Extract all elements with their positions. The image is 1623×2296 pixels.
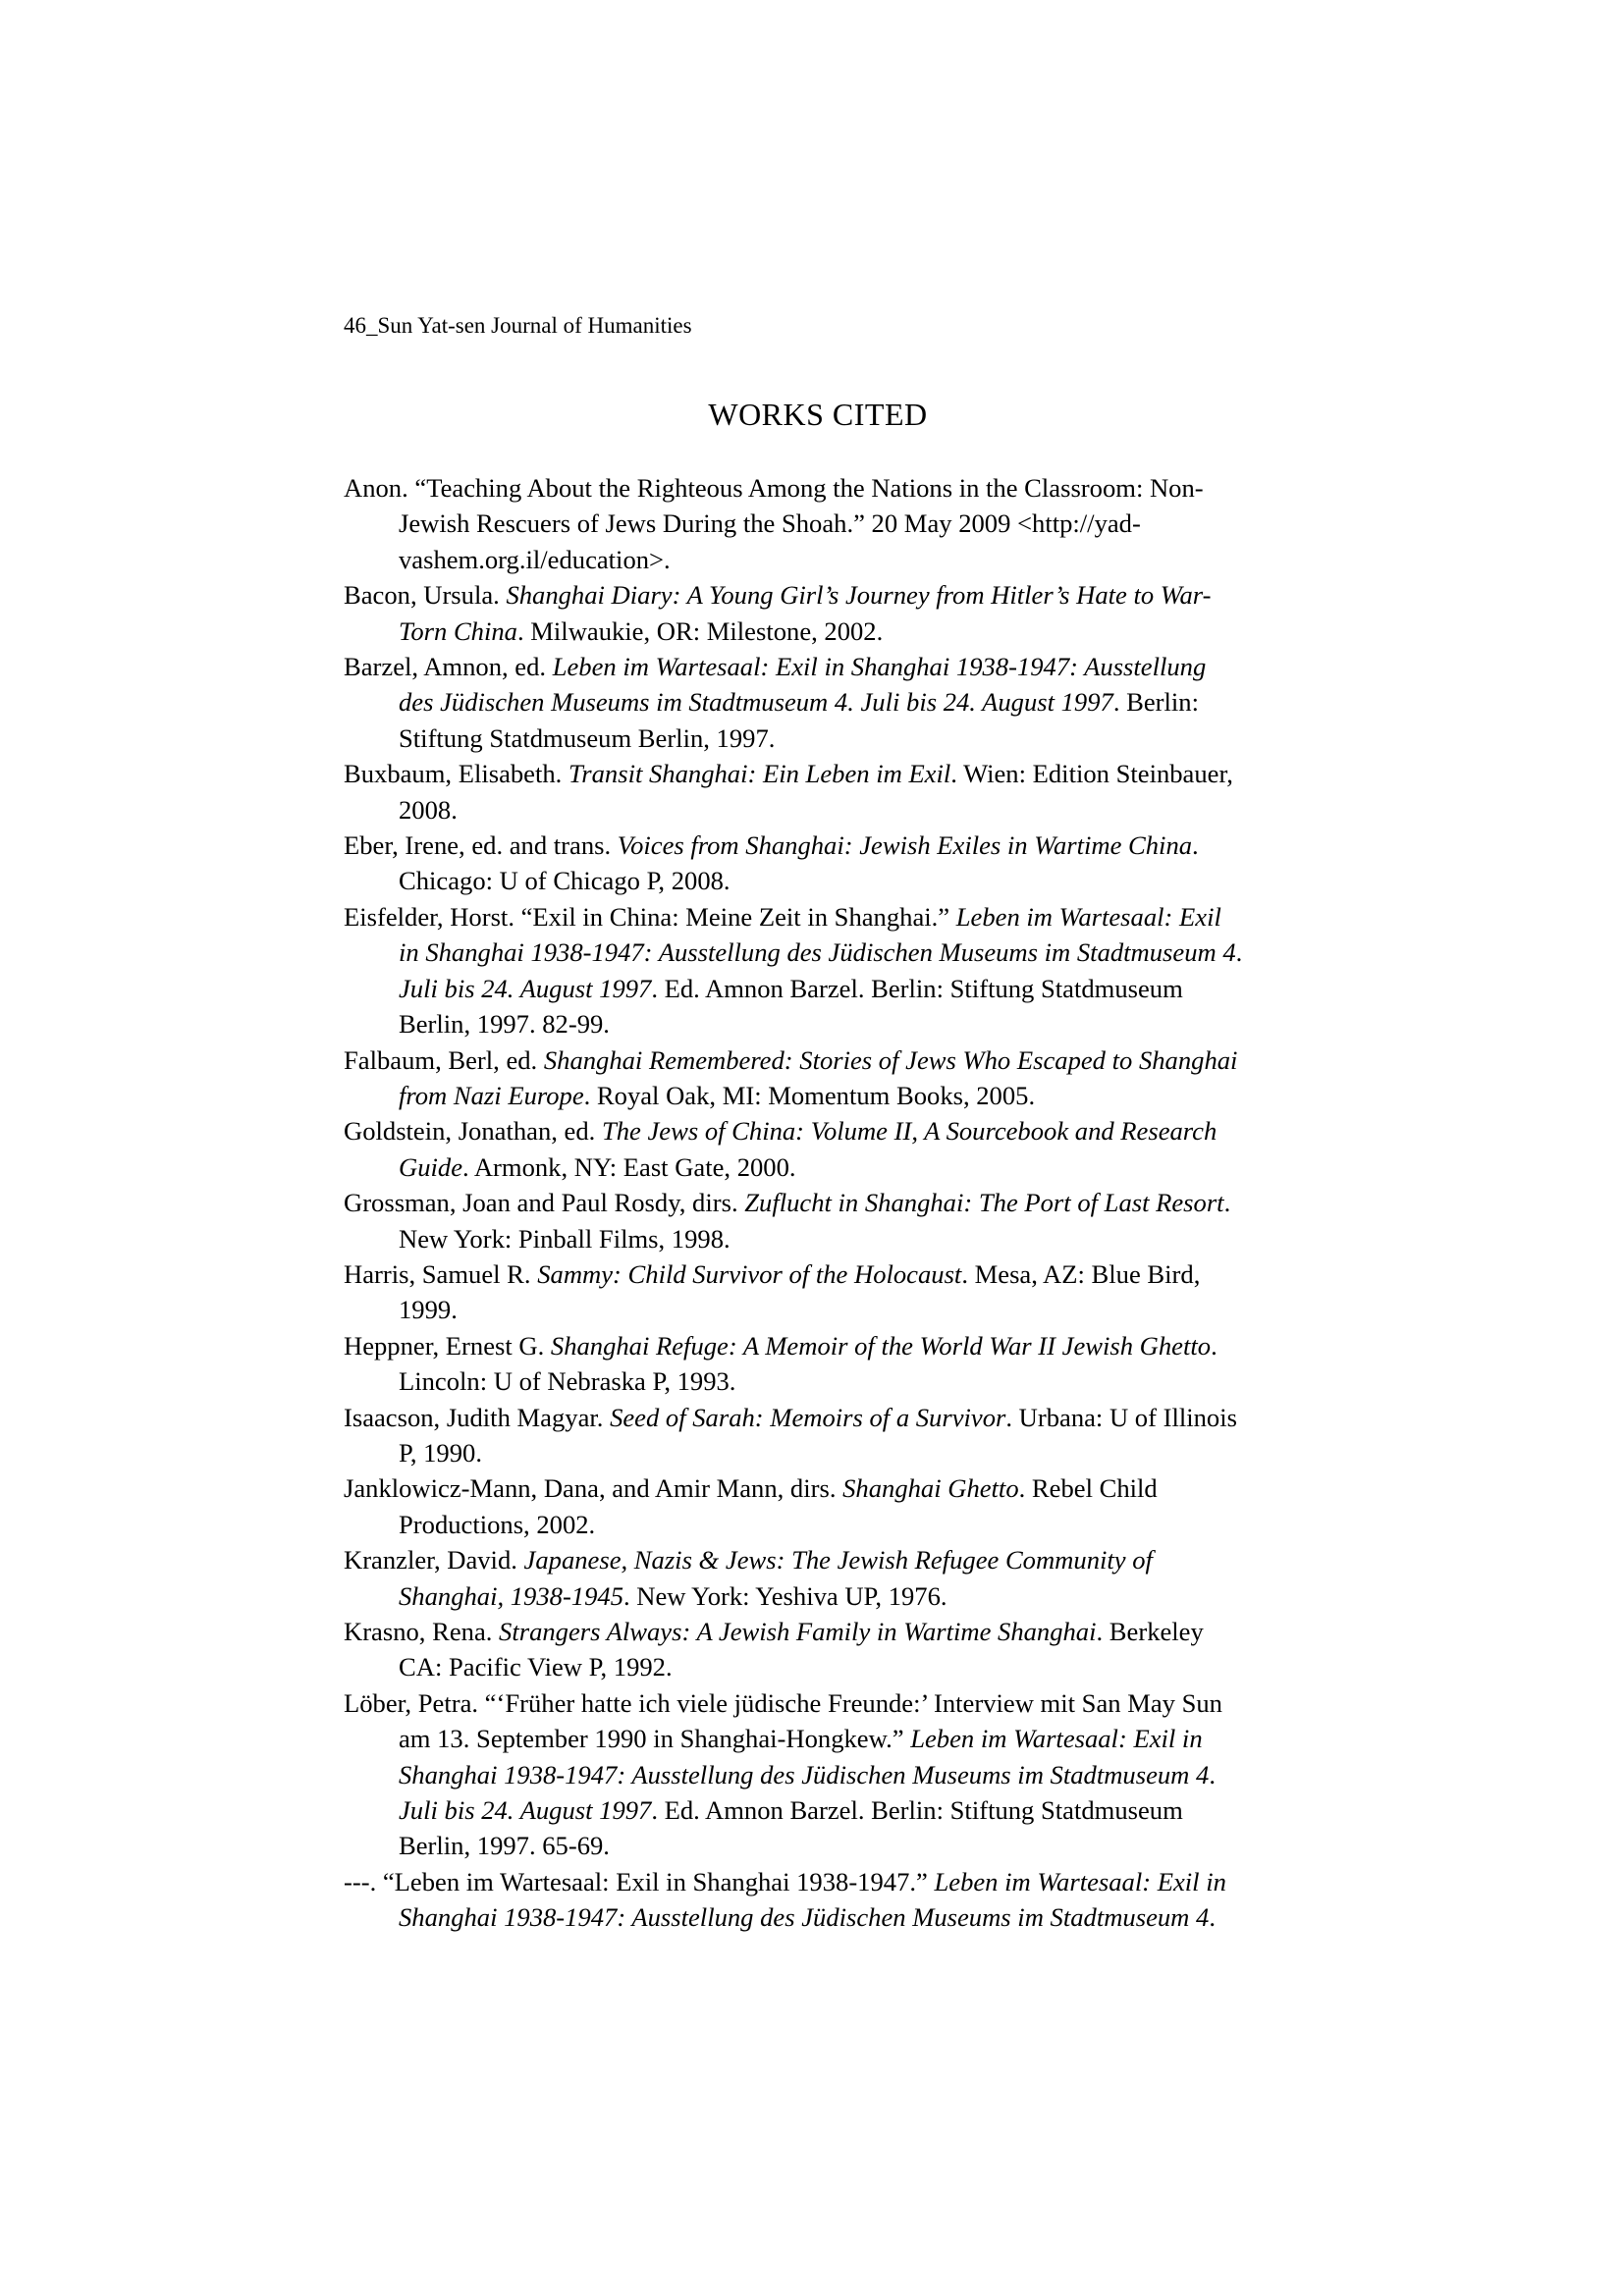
citation-line: [399, 1757, 1292, 1792]
citation-line: [399, 506, 1292, 541]
citation-text: CA: Pacific View P, 1992.: [399, 1652, 673, 1682]
citation-title-text: Voices from Shanghai: Jewish Exiles in Wartime China: [617, 830, 1193, 861]
citation-line: [399, 614, 1292, 649]
citation-title-text: Shanghai 1938-1947: Ausstellung des Jüdischen Museums im Stadtmuseum 4: [399, 1902, 1210, 1933]
citation-line: [399, 1149, 1292, 1185]
citation-text: Janklowicz-Mann, Dana, and Amir Mann, dirs.: [344, 1473, 843, 1504]
citation-title-text: Torn China: [399, 615, 517, 646]
citation-text: . Ed. Amnon Barzel. Berlin: Stiftung Statdmuseum: [651, 1795, 1183, 1826]
citation-title-text: Juli bis 24. August 1997: [399, 1795, 652, 1826]
citation-line: [344, 1042, 1292, 1078]
citation-title-text: Leben im Wartesaal: Exil in: [934, 1866, 1226, 1896]
citation-title-text: Shanghai Diary: A Young Girl’s Journey from Hitler’s Hate to War-: [506, 580, 1212, 611]
citation-line: [399, 934, 1292, 970]
citation-text: . Urbana: U of Illinois: [1005, 1402, 1237, 1432]
citation-line: [344, 1400, 1292, 1435]
citation-entry: [344, 1113, 1292, 1185]
citation-entry: [344, 828, 1292, 899]
citation-text: .: [1235, 937, 1243, 968]
citation-entry: [344, 1185, 1292, 1256]
citation-text: Stiftung Statdmuseum Berlin, 1997.: [399, 722, 776, 753]
citation-entry: [344, 1256, 1292, 1328]
citation-text: Heppner, Ernest G.: [344, 1330, 551, 1361]
citation-entry: [344, 899, 1292, 1042]
citation-line: [399, 792, 1292, 828]
citation-text: Löber, Petra. “‘Früher hatte ich viele jüdische Freunde:’ Interview mit San May Sun: [344, 1687, 1222, 1718]
citation-text: . Ed. Amnon Barzel. Berlin: Stiftung Statdmuseum: [651, 973, 1183, 1003]
citation-entry: [344, 470, 1292, 577]
citation-text: Kranzler, David.: [344, 1545, 524, 1575]
citation-line: [399, 1721, 1292, 1756]
citation-line: [399, 863, 1292, 898]
citation-entry: [344, 1042, 1292, 1114]
citation-entry: [344, 649, 1292, 756]
citation-line: [344, 1328, 1292, 1363]
citation-entry: [344, 1864, 1292, 1936]
citation-text: Chicago: U of Chicago P, 2008.: [399, 866, 730, 896]
citation-line: [399, 684, 1292, 720]
citation-line: [399, 1828, 1292, 1863]
citation-text: . New York: Yeshiva UP, 1976.: [623, 1580, 947, 1611]
citation-text: . Mesa, AZ: Blue Bird,: [961, 1258, 1201, 1289]
citation-text: ---. “Leben im Wartesaal: Exil in Shanghai 1938-1947.”: [344, 1866, 935, 1896]
citation-text: 1999.: [399, 1295, 458, 1325]
citation-text: 2008.: [399, 794, 458, 825]
citation-text: Bacon, Ursula.: [344, 580, 507, 611]
citation-text: . Berlin:: [1112, 687, 1199, 718]
citation-line: [399, 1899, 1292, 1935]
citation-text: Productions, 2002.: [399, 1509, 596, 1539]
citation-line: [399, 721, 1292, 756]
citation-text: .: [1211, 1330, 1217, 1361]
citation-text: P, 1990.: [399, 1437, 482, 1468]
citation-line: [344, 1685, 1292, 1721]
citation-text: . Milwaukie, OR: Milestone, 2002.: [516, 615, 884, 646]
citation-title-text: Zuflucht in Shanghai: The Port of Last Resort: [744, 1188, 1224, 1218]
citation-title-text: Shanghai Remembered: Stories of Jews Who Escaped to Shanghai: [543, 1044, 1238, 1075]
citation-line: [344, 1864, 1292, 1899]
citation-text: Berlin, 1997. 65-69.: [399, 1831, 610, 1861]
citation-title-text: Shanghai, 1938-1945: [399, 1580, 623, 1611]
citation-line: [344, 1614, 1292, 1649]
citation-title-text: Seed of Sarah: Memoirs of a Survivor: [610, 1402, 1006, 1432]
citation-line: [399, 1078, 1292, 1113]
citation-text: Berlin, 1997. 82-99.: [399, 1009, 610, 1040]
citation-line: [344, 1470, 1292, 1506]
citation-line: [399, 1792, 1292, 1828]
running-head: 46_Sun Yat-sen Journal of Humanities: [344, 313, 692, 338]
citation-text: .: [1223, 1188, 1231, 1218]
citation-text: Buxbaum, Elisabeth.: [344, 759, 568, 789]
citation-text: Lincoln: U of Nebraska P, 1993.: [399, 1366, 736, 1397]
citation-entry: [344, 1685, 1292, 1864]
citation-text: .: [1209, 1902, 1216, 1933]
citation-title-text: Leben im Wartesaal: Exil in Shanghai 1938-1947: Ausstellung: [552, 652, 1207, 682]
citation-text: . Rebel Child: [1018, 1473, 1158, 1504]
citation-text: .: [1192, 830, 1199, 861]
citation-text: . Berkeley: [1096, 1617, 1204, 1646]
citation-title-text: from Nazi Europe: [399, 1080, 584, 1110]
citation-line: [344, 1113, 1292, 1148]
citation-text: . Armonk, NY: East Gate, 2000.: [462, 1151, 796, 1182]
citation-title-text: Transit Shanghai: Ein Leben im Exil: [568, 759, 951, 789]
citation-line: [399, 1578, 1292, 1614]
page-title: WORKS CITED: [708, 397, 928, 432]
citation-line: [399, 1292, 1292, 1327]
citation-title-text: Shanghai Refuge: A Memoir of the World War II Jewish Ghetto: [550, 1330, 1212, 1361]
citation-line: [344, 577, 1292, 613]
citation-entry: [344, 1542, 1292, 1614]
citation-title-text: Leben im Wartesaal: Exil: [955, 901, 1221, 932]
citation-line: [399, 971, 1292, 1006]
citation-title-text: Shanghai 1938-1947: Ausstellung des Jüdischen Museums im Stadtmuseum 4: [399, 1759, 1210, 1789]
citation-title-text: Japanese, Nazis & Jews: The Jewish Refugee Community of: [523, 1545, 1153, 1575]
citation-line: [344, 649, 1292, 684]
citation-title-text: Leben im Wartesaal: Exil in: [910, 1724, 1203, 1754]
citation-title-text: Juli bis 24. August 1997: [399, 973, 652, 1003]
citation-entry: [344, 1614, 1292, 1685]
citation-text: New York: Pinball Films, 1998.: [399, 1223, 730, 1254]
citation-entry: [344, 577, 1292, 649]
citation-line: [344, 1185, 1292, 1220]
citation-line: [399, 1363, 1292, 1399]
citation-line: [344, 1542, 1292, 1577]
citation-entry: [344, 1400, 1292, 1471]
citation-text: Eber, Irene, ed. and trans.: [344, 830, 618, 861]
citation-title-text: Strangers Always: A Jewish Family in Wartime Shanghai: [499, 1617, 1097, 1646]
citation-line: [399, 1507, 1292, 1542]
citation-text: .: [1209, 1759, 1216, 1789]
citation-text: Falbaum, Berl, ed.: [344, 1044, 544, 1075]
citation-text: Goldstein, Jonathan, ed.: [344, 1116, 602, 1147]
citation-text: Grossman, Joan and Paul Rosdy, dirs.: [344, 1188, 745, 1218]
citation-text: vashem.org.il/education>.: [399, 544, 671, 574]
citation-text: Barzel, Amnon, ed.: [344, 652, 553, 682]
citation-text: Jewish Rescuers of Jews During the Shoah.” 20 May 2009 <http://yad-: [399, 508, 1141, 539]
citation-entry: [344, 1328, 1292, 1400]
citation-text: . Royal Oak, MI: Momentum Books, 2005.: [583, 1080, 1036, 1110]
citation-text: Krasno, Rena.: [344, 1617, 500, 1646]
citation-line: [399, 542, 1292, 577]
citation-text: . Wien: Edition Steinbauer,: [950, 759, 1233, 789]
citation-line: [344, 899, 1292, 934]
citation-text: Eisfelder, Horst. “Exil in China: Meine Zeit in Shanghai.”: [344, 901, 956, 932]
citation-line: [344, 828, 1292, 863]
citation-entry: [344, 756, 1292, 828]
citation-line: [399, 1006, 1292, 1041]
citation-line: [344, 470, 1292, 506]
citation-title-text: Shanghai Ghetto: [842, 1473, 1019, 1504]
citation-line: [344, 756, 1292, 791]
citation-text: am 13. September 1990 in Shanghai-Hongkew.”: [399, 1724, 911, 1754]
citation-title-text: Sammy: Child Survivor of the Holocaust: [537, 1258, 962, 1289]
citation-title-text: The Jews of China: Volume II, A Sourcebook and Research: [601, 1116, 1217, 1147]
citation-line: [399, 1221, 1292, 1256]
citation-text: Harris, Samuel R.: [344, 1258, 538, 1289]
citation-title-text: Guide: [399, 1151, 462, 1182]
citation-line: [344, 1256, 1292, 1292]
citation-title-text: des Jüdischen Museums im Stadtmuseum 4. Juli bis 24. August 1997: [399, 687, 1113, 718]
citation-title-text: in Shanghai 1938-1947: Ausstellung des Jüdischen Museums im Stadtmuseum 4: [399, 937, 1236, 968]
citation-text: Anon. “Teaching About the Righteous Among the Nations in the Classroom: Non-: [344, 473, 1204, 503]
citation-entry: [344, 1470, 1292, 1542]
citation-line: [399, 1649, 1292, 1684]
works-cited-list: [344, 470, 1292, 1936]
citation-text: Isaacson, Judith Magyar.: [344, 1402, 611, 1432]
citation-line: [399, 1435, 1292, 1470]
